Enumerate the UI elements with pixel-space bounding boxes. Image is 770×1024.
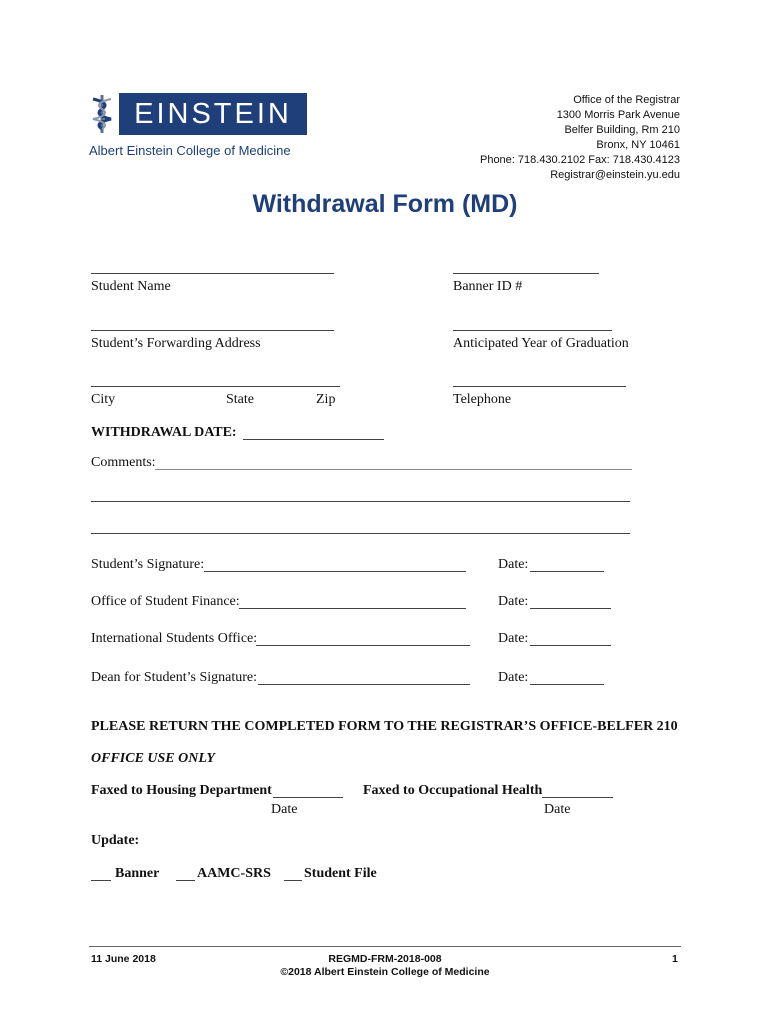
banner-label: Banner <box>115 866 160 881</box>
forwarding-address-label: Student’s Forwarding Address <box>91 336 261 351</box>
footer-divider <box>89 946 681 947</box>
address-line: 1300 Morris Park Avenue <box>556 109 680 121</box>
address-line: Office of the Registrar <box>573 94 680 106</box>
footer-copyright: ©2018 Albert Einstein College of Medicine <box>280 966 490 978</box>
dean-signature-field[interactable] <box>258 684 470 685</box>
aamc-checkbox[interactable] <box>176 880 195 881</box>
student-name-label: Student Name <box>91 279 171 294</box>
withdrawal-date-field[interactable] <box>243 439 384 440</box>
return-notice: PLEASE RETURN THE COMPLETED FORM TO THE REGISTRAR’S OFFICE-BELFER 210 <box>91 719 678 734</box>
faxed-housing-date-label: Date <box>271 802 298 817</box>
banner-checkbox[interactable] <box>91 880 111 881</box>
logo-wordmark-box <box>119 93 307 135</box>
faxed-housing-field[interactable] <box>273 797 343 798</box>
forwarding-address-field[interactable] <box>91 330 334 331</box>
caduceus-icon <box>89 93 116 135</box>
footer-date: 11 June 2018 <box>91 953 156 965</box>
banner-id-field[interactable] <box>453 273 599 274</box>
date-field[interactable] <box>530 684 604 685</box>
date-field[interactable] <box>530 608 611 609</box>
student-name-field[interactable] <box>91 273 334 274</box>
finance-label: Office of Student Finance: <box>91 594 240 609</box>
address-line: Phone: 718.430.2102 Fax: 718.430.4123 <box>479 154 680 166</box>
dean-signature-label: Dean for Student’s Signature: <box>91 670 258 685</box>
date-field[interactable] <box>530 571 604 572</box>
graduation-year-field[interactable] <box>453 330 612 331</box>
faxed-health-date-label: Date <box>544 802 571 817</box>
update-label: Update: <box>91 833 140 848</box>
international-signature-field[interactable] <box>256 645 470 646</box>
faxed-health-field[interactable] <box>542 797 613 798</box>
city-label: City <box>91 392 116 407</box>
banner-id-label: Banner ID # <box>453 279 523 294</box>
telephone-label: Telephone <box>453 392 512 407</box>
footer-code: REGMD-FRM-2018-008 <box>328 953 442 965</box>
comments-line[interactable] <box>91 501 630 502</box>
date-label: Date: <box>498 594 529 609</box>
student-file-label: Student File <box>304 866 377 881</box>
finance-signature-field[interactable] <box>239 608 466 609</box>
office-use-heading: OFFICE USE ONLY <box>91 751 215 766</box>
logo-wordmark: EINSTEIN <box>134 98 292 130</box>
student-signature-label: Student’s Signature: <box>91 557 205 572</box>
registrar-address <box>480 93 680 183</box>
comments-line[interactable] <box>91 533 630 534</box>
page-title: Withdrawal Form (MD) <box>252 190 518 218</box>
date-label: Date: <box>498 557 529 572</box>
zip-label: Zip <box>316 392 336 407</box>
address-line: Belfer Building, Rm 210 <box>564 124 680 136</box>
address-line: Bronx, NY 10461 <box>596 139 680 151</box>
comments-label: Comments: <box>91 455 156 470</box>
date-label: Date: <box>498 670 529 685</box>
logo-subtitle: Albert Einstein College of Medicine <box>89 143 291 158</box>
page-number: 1 <box>672 953 678 965</box>
student-file-checkbox[interactable] <box>284 880 302 881</box>
comments-field[interactable] <box>155 469 632 470</box>
date-label: Date: <box>498 631 529 646</box>
withdrawal-date-label: WITHDRAWAL DATE: <box>91 425 237 440</box>
address-line: Registrar@einstein.yu.edu <box>550 169 680 181</box>
graduation-year-label: Anticipated Year of Graduation <box>453 336 629 351</box>
student-signature-field[interactable] <box>204 571 466 572</box>
state-label: State <box>226 392 254 407</box>
telephone-field[interactable] <box>453 386 626 387</box>
aamc-label: AAMC-SRS <box>197 866 271 881</box>
international-office-label: International Students Office: <box>91 631 258 646</box>
faxed-health-label: Faxed to Occupational Health <box>363 783 543 798</box>
date-field[interactable] <box>530 645 611 646</box>
faxed-housing-label: Faxed to Housing Department <box>91 783 272 798</box>
city-state-zip-field[interactable] <box>91 386 340 387</box>
